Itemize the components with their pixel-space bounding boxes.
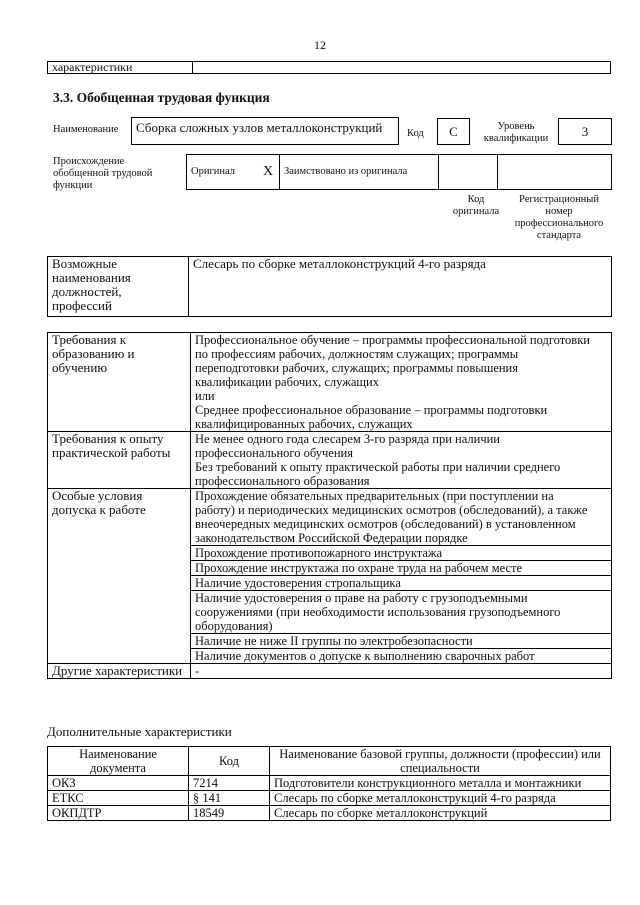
cell-document: ЕТКС [48, 791, 189, 806]
special-condition-line: Прохождение обязательных предварительных (при поступлении на [195, 489, 554, 503]
education-line: Профессиональное обучение – программы профессиональной подготовки [195, 333, 590, 347]
column-header-document: Наименование документа [48, 747, 189, 776]
education-line: квалификации рабочих, служащих [195, 375, 379, 389]
experience-line: профессионального образования [195, 474, 370, 488]
special-condition-line: законодательством Российской Федерации порядке [195, 531, 468, 545]
special-condition-line: внеочередных медицинских осмотров (обследований) в установленном [195, 517, 576, 531]
original-code-caption: Код оригинала [452, 194, 500, 217]
registration-number-caption: Регистрационный номер профессионального стандарта [514, 194, 604, 241]
origin-label: Происхождение обобщенной трудовой функции [53, 156, 153, 191]
special-condition-item: Прохождение инструктажа по охране труда на рабочем месте [191, 561, 612, 576]
special-condition-item: Наличие не ниже II группы по электробезопасности [191, 634, 612, 649]
registration-number-cell [498, 155, 612, 190]
code-field: C [437, 118, 470, 145]
special-condition-line: сооружениями (при необходимости использования грузоподъемного [195, 605, 561, 619]
education-value [191, 333, 612, 432]
positions-label: Возможные наименования должностей, профессий [48, 257, 189, 317]
cell-group: Подготовители конструкционного металла и монтажники [270, 776, 611, 791]
education-line: или [195, 389, 215, 403]
column-header-group: Наименование базовой группы, должности (профессии) или специальности [270, 747, 611, 776]
level-label: Уровень квалификации [483, 121, 549, 144]
other-characteristics-value: - [191, 664, 612, 679]
cell-document: ОКПДТР [48, 806, 189, 821]
special-condition-item: Наличие документов о допуске к выполнению сварочных работ [191, 649, 612, 664]
education-line: квалифицированных рабочих, служащих [195, 417, 413, 431]
borrowed-label: Заимствовано из оригинала [280, 155, 439, 190]
education-line: по профессиям рабочих, должностям служащих; программы [195, 347, 519, 361]
section-title: 3.3. Обобщенная трудовая функция [53, 90, 270, 105]
experience-line: Не менее одного года слесарем 3-го разряда при наличии [195, 432, 500, 446]
requirements-table [47, 332, 612, 679]
special-conditions-label: Особые условия допуска к работе [48, 489, 191, 664]
education-line: переподготовки рабочих, служащих; программы повышения [195, 361, 518, 375]
positions-table [47, 256, 612, 317]
experience-value [191, 432, 612, 489]
special-condition-line: Наличие удостоверения о праве на работу с грузоподъемными [195, 591, 528, 605]
original-mark: X [257, 155, 280, 190]
table-row [48, 791, 611, 806]
experience-label: Требования к опыту практической работы [48, 432, 191, 489]
page-number: 12 [314, 38, 326, 52]
special-condition-line: оборудования) [195, 619, 273, 633]
special-condition-item [191, 489, 612, 546]
cell-group: Слесарь по сборке металлоконструкций [270, 806, 611, 821]
previous-section-table [47, 61, 611, 74]
special-condition-line: работу) и периодических медицинских осмотров (обследований), а также [195, 503, 588, 517]
cell-code: 18549 [189, 806, 270, 821]
other-characteristics-label: Другие характеристики [48, 664, 191, 679]
cell-code: § 141 [189, 791, 270, 806]
education-line: Среднее профессиональное образование – программы подготовки [195, 403, 548, 417]
table-row [48, 776, 611, 791]
cell-group: Слесарь по сборке металлоконструкций 4-го разряда [270, 791, 611, 806]
name-label: Наименование [53, 124, 119, 135]
special-condition-item [191, 591, 612, 634]
experience-line: Без требований к опыту практической работы при наличии среднего [195, 460, 561, 474]
special-condition-item: Прохождение противопожарного инструктажа [191, 546, 612, 561]
education-label: Требования к образованию и обучению [48, 333, 191, 432]
original-label: Оригинал [187, 155, 258, 190]
origin-table [186, 154, 612, 190]
prev-table-label: характеристики [48, 62, 193, 74]
table-row [48, 806, 611, 821]
column-header-code: Код [189, 747, 270, 776]
experience-line: профессионального обучения [195, 446, 353, 460]
level-field: 3 [558, 118, 612, 145]
code-label: Код [407, 128, 424, 139]
special-condition-item: Наличие удостоверения стропальщика [191, 576, 612, 591]
cell-document: ОКЗ [48, 776, 189, 791]
prev-table-value [193, 62, 611, 74]
cell-code: 7214 [189, 776, 270, 791]
additional-characteristics-table [47, 746, 611, 821]
additional-characteristics-title: Дополнительные характеристики [47, 724, 232, 739]
function-name-field: Сборка сложных узлов металлоконструкций [131, 117, 399, 145]
positions-value: Слесарь по сборке металлоконструкций 4-го разряда [189, 257, 612, 317]
original-code-cell [439, 155, 498, 190]
